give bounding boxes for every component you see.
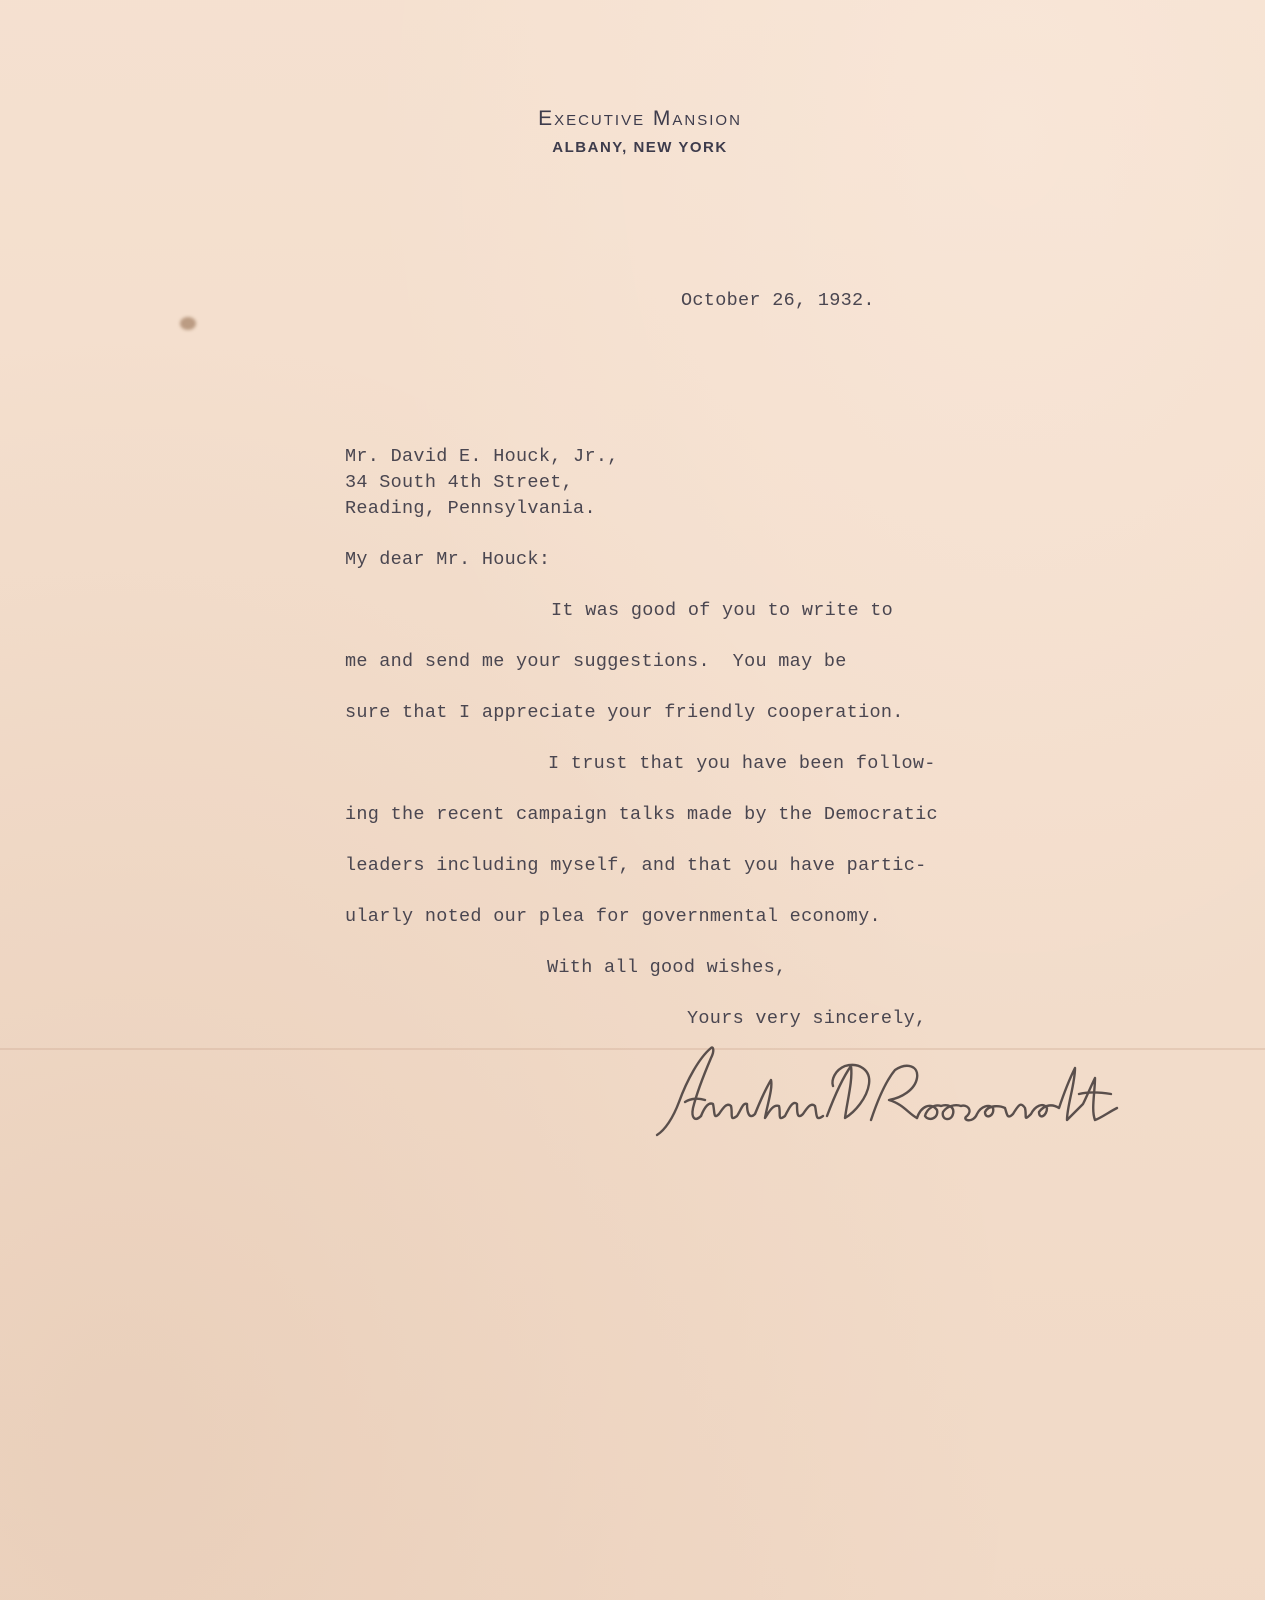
closing-wish: With all good wishes, (547, 957, 787, 978)
salutation: My dear Mr. Houck: (345, 549, 551, 570)
paper-stain (180, 317, 196, 330)
recipient-name: Mr. David E. Houck, Jr., (345, 446, 619, 467)
body-line: I trust that you have been follow- (548, 753, 936, 774)
body-line: leaders including myself, and that you have partic- (345, 855, 927, 876)
body-line: sure that I appreciate your friendly cooperation. (345, 702, 904, 723)
body-line: ularly noted our plea for governmental economy. (345, 906, 881, 927)
closing: Yours very sincerely, (687, 1008, 927, 1029)
recipient-city: Reading, Pennsylvania. (345, 498, 596, 519)
signature (655, 1040, 1135, 1150)
letterhead-subtitle: ALBANY, NEW YORK (552, 139, 728, 156)
letterhead-title: Executive Mansion (538, 107, 742, 130)
body-line: me and send me your suggestions. You may be (345, 651, 847, 672)
letter-date: October 26, 1932. (681, 290, 875, 311)
body-line: ing the recent campaign talks made by the Democratic (345, 804, 938, 825)
recipient-street: 34 South 4th Street, (345, 472, 574, 493)
body-line: It was good of you to write to (551, 600, 894, 621)
